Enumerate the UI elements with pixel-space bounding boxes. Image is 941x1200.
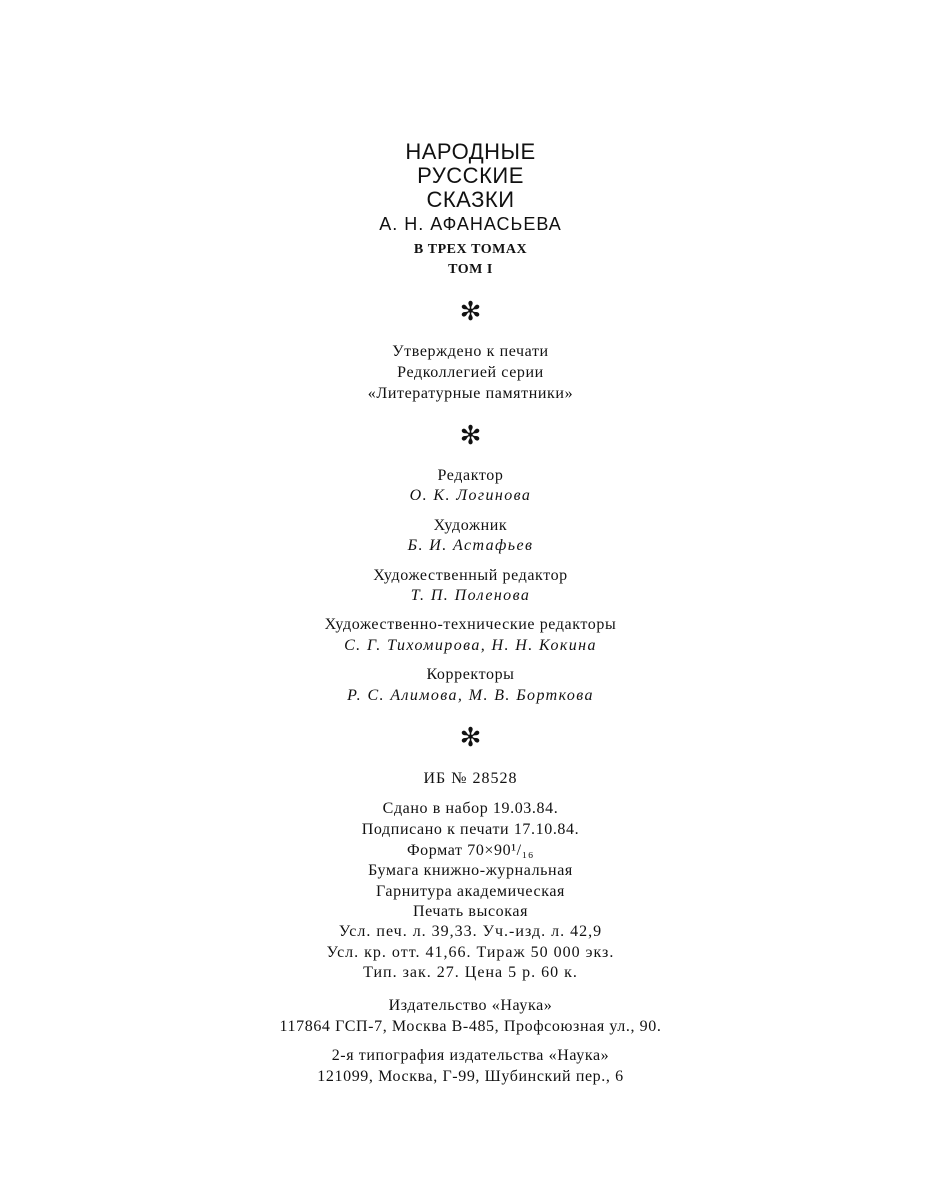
credit-role-proofreaders: Корректоры xyxy=(426,666,515,683)
title-line-1: НАРОДНЫЕ xyxy=(405,139,536,164)
credit-names-art-editor: Т. П. Поленова xyxy=(410,587,531,604)
volumes-count: В ТРЕХ ТОМАХ xyxy=(413,242,528,257)
title-line-3: СКАЗКИ xyxy=(426,187,515,212)
imprint-line: Формат 70×90¹/₁₆ xyxy=(406,842,535,859)
approval-line-2: Редколлегией серии xyxy=(397,364,544,381)
title-line-2: РУССКИЕ xyxy=(417,163,524,188)
imprint-line: Тип. зак. 27. Цена 5 р. 60 к. xyxy=(363,964,578,981)
credit-role-technical-editors: Художественно-технические редакторы xyxy=(324,616,617,633)
author-name: А. Н. АФАНАСЬЕВА xyxy=(379,214,562,234)
imprint-line: Гарнитура академическая xyxy=(375,883,566,900)
asterism-separator-3: ✻ xyxy=(459,723,482,753)
imprint-line: Усл. кр. отт. 41,66. Тираж 50 000 экз. xyxy=(326,944,615,961)
asterism-separator-1: ✻ xyxy=(459,297,482,327)
approval-line-3: «Литературные памятники» xyxy=(367,385,574,402)
asterism-separator-2: ✻ xyxy=(459,421,482,451)
imprint-line: Подписано к печати 17.10.84. xyxy=(361,821,580,838)
approval-line-1: Утверждено к печати xyxy=(392,343,549,360)
publisher-name: Издательство «Наука» xyxy=(388,997,553,1014)
printer-name: 2-я типография издательства «Наука» xyxy=(331,1047,610,1064)
printer-address: 121099, Москва, Г-99, Шубинский пер., 6 xyxy=(317,1068,624,1085)
credit-names-technical-editors: С. Г. Тихомирова, Н. Н. Кокина xyxy=(344,637,597,654)
imprint-line: Бумага книжно-журнальная xyxy=(368,862,573,879)
imprint-line: Усл. печ. л. 39,33. Уч.-изд. л. 42,9 xyxy=(338,923,603,940)
credit-names-editor: О. К. Логинова xyxy=(409,487,532,504)
credit-role-artist: Художник xyxy=(433,517,508,534)
credit-role-editor: Редактор xyxy=(437,467,504,484)
credit-names-proofreaders: Р. С. Алимова, М. В. Борткова xyxy=(347,687,594,704)
publisher-address: 117864 ГСП-7, Москва В-485, Профсоюзная ул., 90. xyxy=(279,1018,662,1035)
ib-number: ИБ № 28528 xyxy=(423,770,518,787)
credit-role-art-editor: Художественный редактор xyxy=(373,567,568,584)
volume-number: ТОМ I xyxy=(448,262,493,277)
imprint-line: Печать высокая xyxy=(412,903,529,920)
imprint-line: Сдано в набор 19.03.84. xyxy=(382,800,559,817)
credit-names-artist: Б. И. Астафьев xyxy=(407,537,534,554)
